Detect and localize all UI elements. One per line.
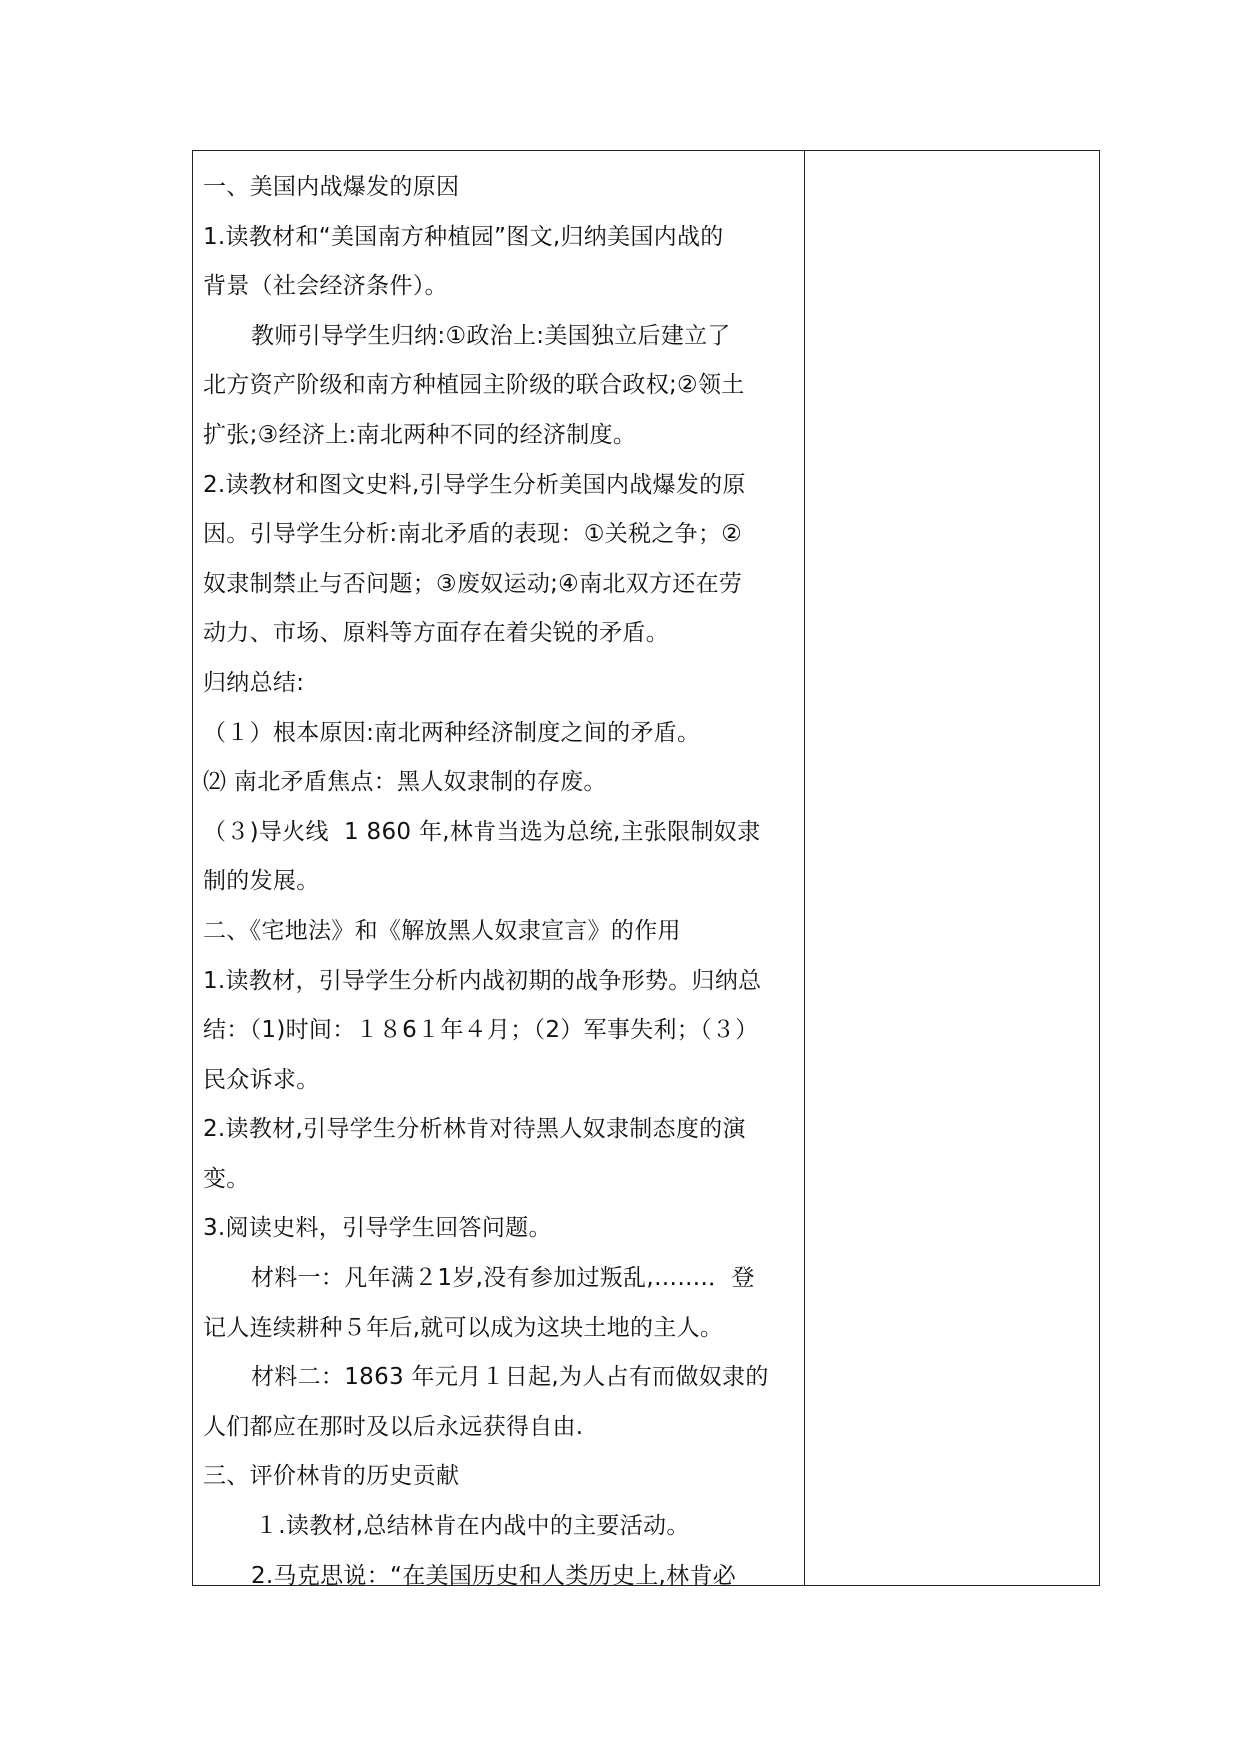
text-line: 民众诉求。 <box>203 1066 320 1093</box>
lesson-plan-table <box>192 150 1100 1586</box>
text-line: 扩张;③经济上:南北两种不同的经济制度。 <box>203 421 637 448</box>
text-line: 3.阅读史料，引导学生回答问题。 <box>203 1215 552 1242</box>
text-line: 教师引导学生归纳:①政治上:美国独立后建立了 <box>251 322 731 349</box>
text-line: 制的发展。 <box>203 868 320 895</box>
text-line: 1.读教材，引导学生分析内战初期的战争形势。归纳总 <box>203 967 762 994</box>
text-line: 因。引导学生分析:南北矛盾的表现：①关税之争；② <box>203 521 743 548</box>
text-line: 2.读教材和图文史料,引导学生分析美国内战爆发的原 <box>203 471 746 498</box>
text-line: 材料二：1863 年元月１日起,为人占有而做奴隶的 <box>251 1364 769 1391</box>
text-line: 北方资产阶级和南方种植园主阶级的联合政权;②领土 <box>203 372 745 399</box>
text-line: 记人连续耕种５年后,就可以成为这块土地的主人。 <box>203 1314 724 1341</box>
text-line: 奴隶制禁止与否问题；③废奴运动;④南北双方还在劳 <box>203 570 743 597</box>
text-line: 2.读教材,引导学生分析林肯对待黑人奴隶制态度的演 <box>203 1116 746 1143</box>
text-line: 变。 <box>203 1165 250 1192</box>
text-line: 动力、市场、原料等方面存在着尖锐的矛盾。 <box>203 620 669 647</box>
text-line: （１）根本原因:南北两种经济制度之间的矛盾。 <box>203 719 701 746</box>
teaching-content-cell <box>193 151 805 1585</box>
text-line: 三、评价林肯的历史贡献 <box>203 1463 460 1490</box>
text-line: 背景（社会经济条件）。 <box>203 273 448 300</box>
text-line: 归纳总结: <box>203 669 305 696</box>
text-line: ⑵ 南北矛盾焦点：黑人奴隶制的存废。 <box>203 769 607 796</box>
text-line: 1.读教材和“美国南方种植园”图文,归纳美国内战的 <box>203 223 724 250</box>
text-line: 材料一：凡年满２1岁,没有参加过叛乱,…….．登 <box>251 1265 755 1292</box>
text-line: 一、美国内战爆发的原因 <box>203 174 460 200</box>
text-line: 人们都应在那时及以后永远获得自由. <box>203 1413 584 1440</box>
text-line: 二、《宅地法》和《解放黑人奴隶宣言》的作用 <box>203 917 681 944</box>
text-line: 结：（1)时间：１８6１年４月；（2）军事失利；（３） <box>203 1017 759 1044</box>
text-line: １.读教材,总结林肯在内战中的主要活动。 <box>255 1513 690 1540</box>
text-line: （３)导火线 1 860 年,林肯当选为总统,主张限制奴隶 <box>203 818 761 845</box>
notes-cell <box>805 151 1099 1585</box>
text-line: 2.马克思说：“在美国历史和人类历史上,林肯必 <box>251 1562 737 1585</box>
